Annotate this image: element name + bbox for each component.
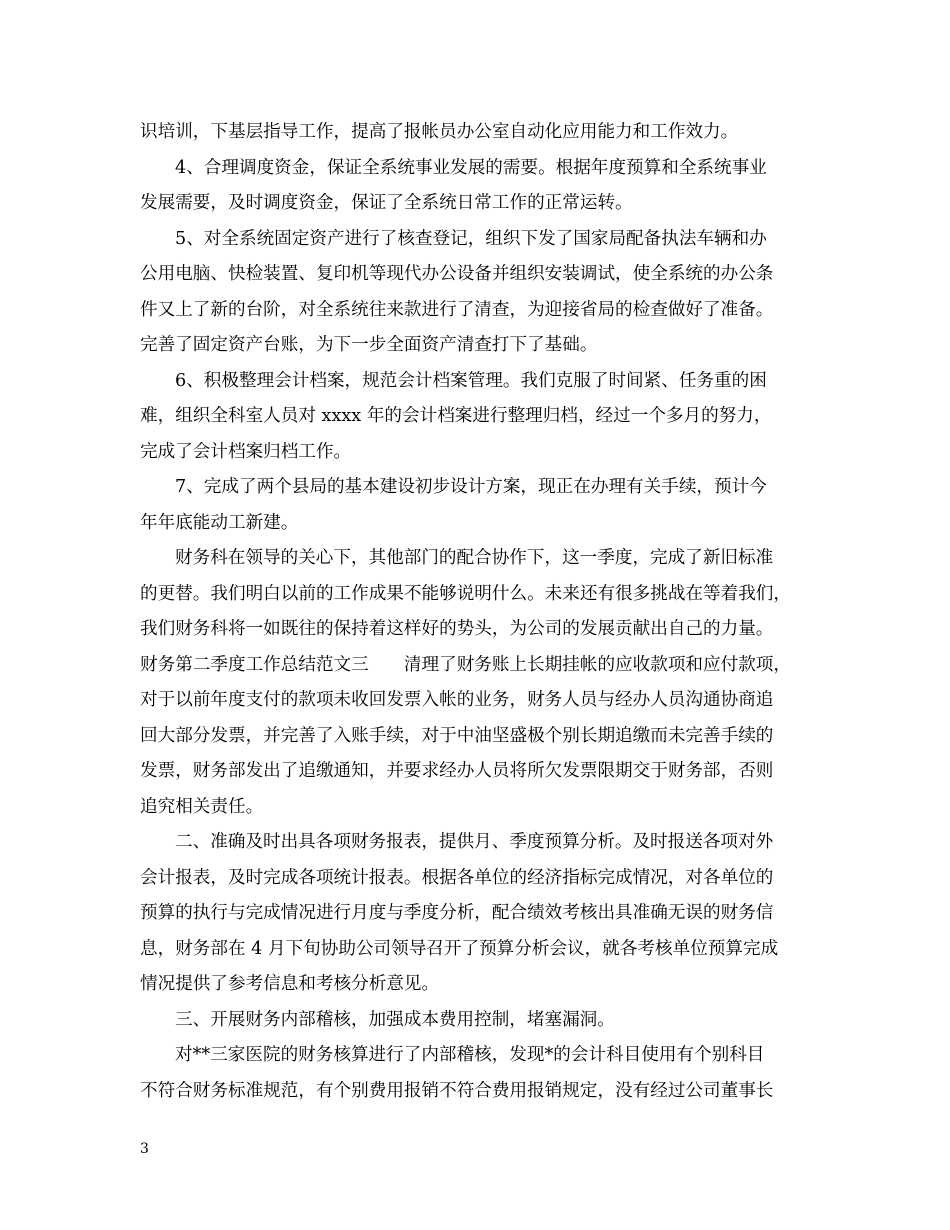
text-line: 我们财务科将一如既往的保持着这样好的势头，为公司的发展贡献出自己的力量。 (140, 619, 774, 639)
text-line: 件又上了新的台阶，对全系统往来款进行了清查，为迎接省局的检查做好了准备。 (140, 299, 774, 320)
text-line: 完成了会计档案归档工作。 (140, 441, 352, 462)
text-line: 发展需要，及时调度资金，保证了全系统日常工作的正常运转。 (140, 193, 633, 213)
document-body (140, 115, 812, 1109)
text-line: 回大部分发票，并完善了入账手续，对于中油坚盛极个别长期追缴而未完善手续的 (140, 725, 774, 746)
text-line: 对于以前年度支付的款项未收回发票入帐的业务，财务人员与经办人员沟通协商追 (140, 690, 774, 710)
text-line: 三、开展财务内部稽核，加强成本费用控制，堵塞漏洞。 (175, 1009, 615, 1030)
text-line: 年年底能动工新建。 (140, 512, 299, 533)
text-line: 5、对全系统固定资产进行了核查登记，组织下发了国家局配备执法车辆和办 (175, 228, 767, 249)
text-line: 财务科在领导的关心下，其他部门的配合协作下，这一季度，完成了新旧标准 (175, 548, 774, 568)
text-line: 发票，财务部发出了追缴通知，并要求经办人员将所欠发票限期交于财务部，否则 (140, 761, 774, 781)
text-line: 会计报表，及时完成各项统计报表。根据各单位的经济指标完成情况，对各单位的 (140, 867, 774, 888)
text-line: 情况提供了参考信息和考核分析意见。 (140, 974, 440, 994)
text-line: 难，组织全科室人员对 xxxx 年的会计档案进行整理归档，经过一个多月的努力， (140, 406, 772, 426)
text-line: 6、积极整理会计档案，规范会计档案管理。我们克服了时间紧、任务重的困 (175, 370, 767, 391)
text-line: 二、准确及时出具各项财务报表，提供月、季度预算分析。及时报送各项对外 (175, 832, 774, 852)
text-line: 识培训，下基层指导工作，提高了报帐员办公室自动化应用能力和工作效力。 (140, 122, 739, 142)
text-line: 完善了固定资产台账，为下一步全面资产清查打下了基础。 (140, 335, 598, 355)
text-line: 对**三家医院的财务核算进行了内部稽核，发现*的会计科目使用有个别科目 (175, 1045, 765, 1065)
text-line: 的更替。我们明白以前的工作成果不能够说明什么。未来还有很多挑战在等着我们， (140, 583, 791, 604)
text-line: 7、完成了两个县局的基本建设初步设计方案，现正在办理有关手续，预计今 (175, 477, 767, 497)
text-line: 追究相关责任。 (140, 796, 264, 817)
text-line: 公用电脑、快检装置、复印机等现代办公设备并组织安装调试，使全系统的办公条 (140, 264, 774, 284)
text-line: 4、合理调度资金，保证全系统事业发展的需要。根据年度预算和全系统事业 (175, 157, 767, 178)
text-line: 财务第二季度工作总结范文三 清理了财务账上长期挂帐的应收款项和应付款项， (140, 654, 791, 675)
text-line: 不符合财务标准规范，有个别费用报销不符合费用报销规定，没有经过公司董事长 (140, 1080, 774, 1101)
text-line: 预算的执行与完成情况进行月度与季度分析，配合绩效考核出具准确无误的财务信 (140, 903, 774, 923)
text-line: 息，财务部在 4 月下旬协助公司领导召开了预算分析会议，就各考核单位预算完成 (140, 938, 779, 959)
page-number: 3 (140, 1141, 149, 1157)
